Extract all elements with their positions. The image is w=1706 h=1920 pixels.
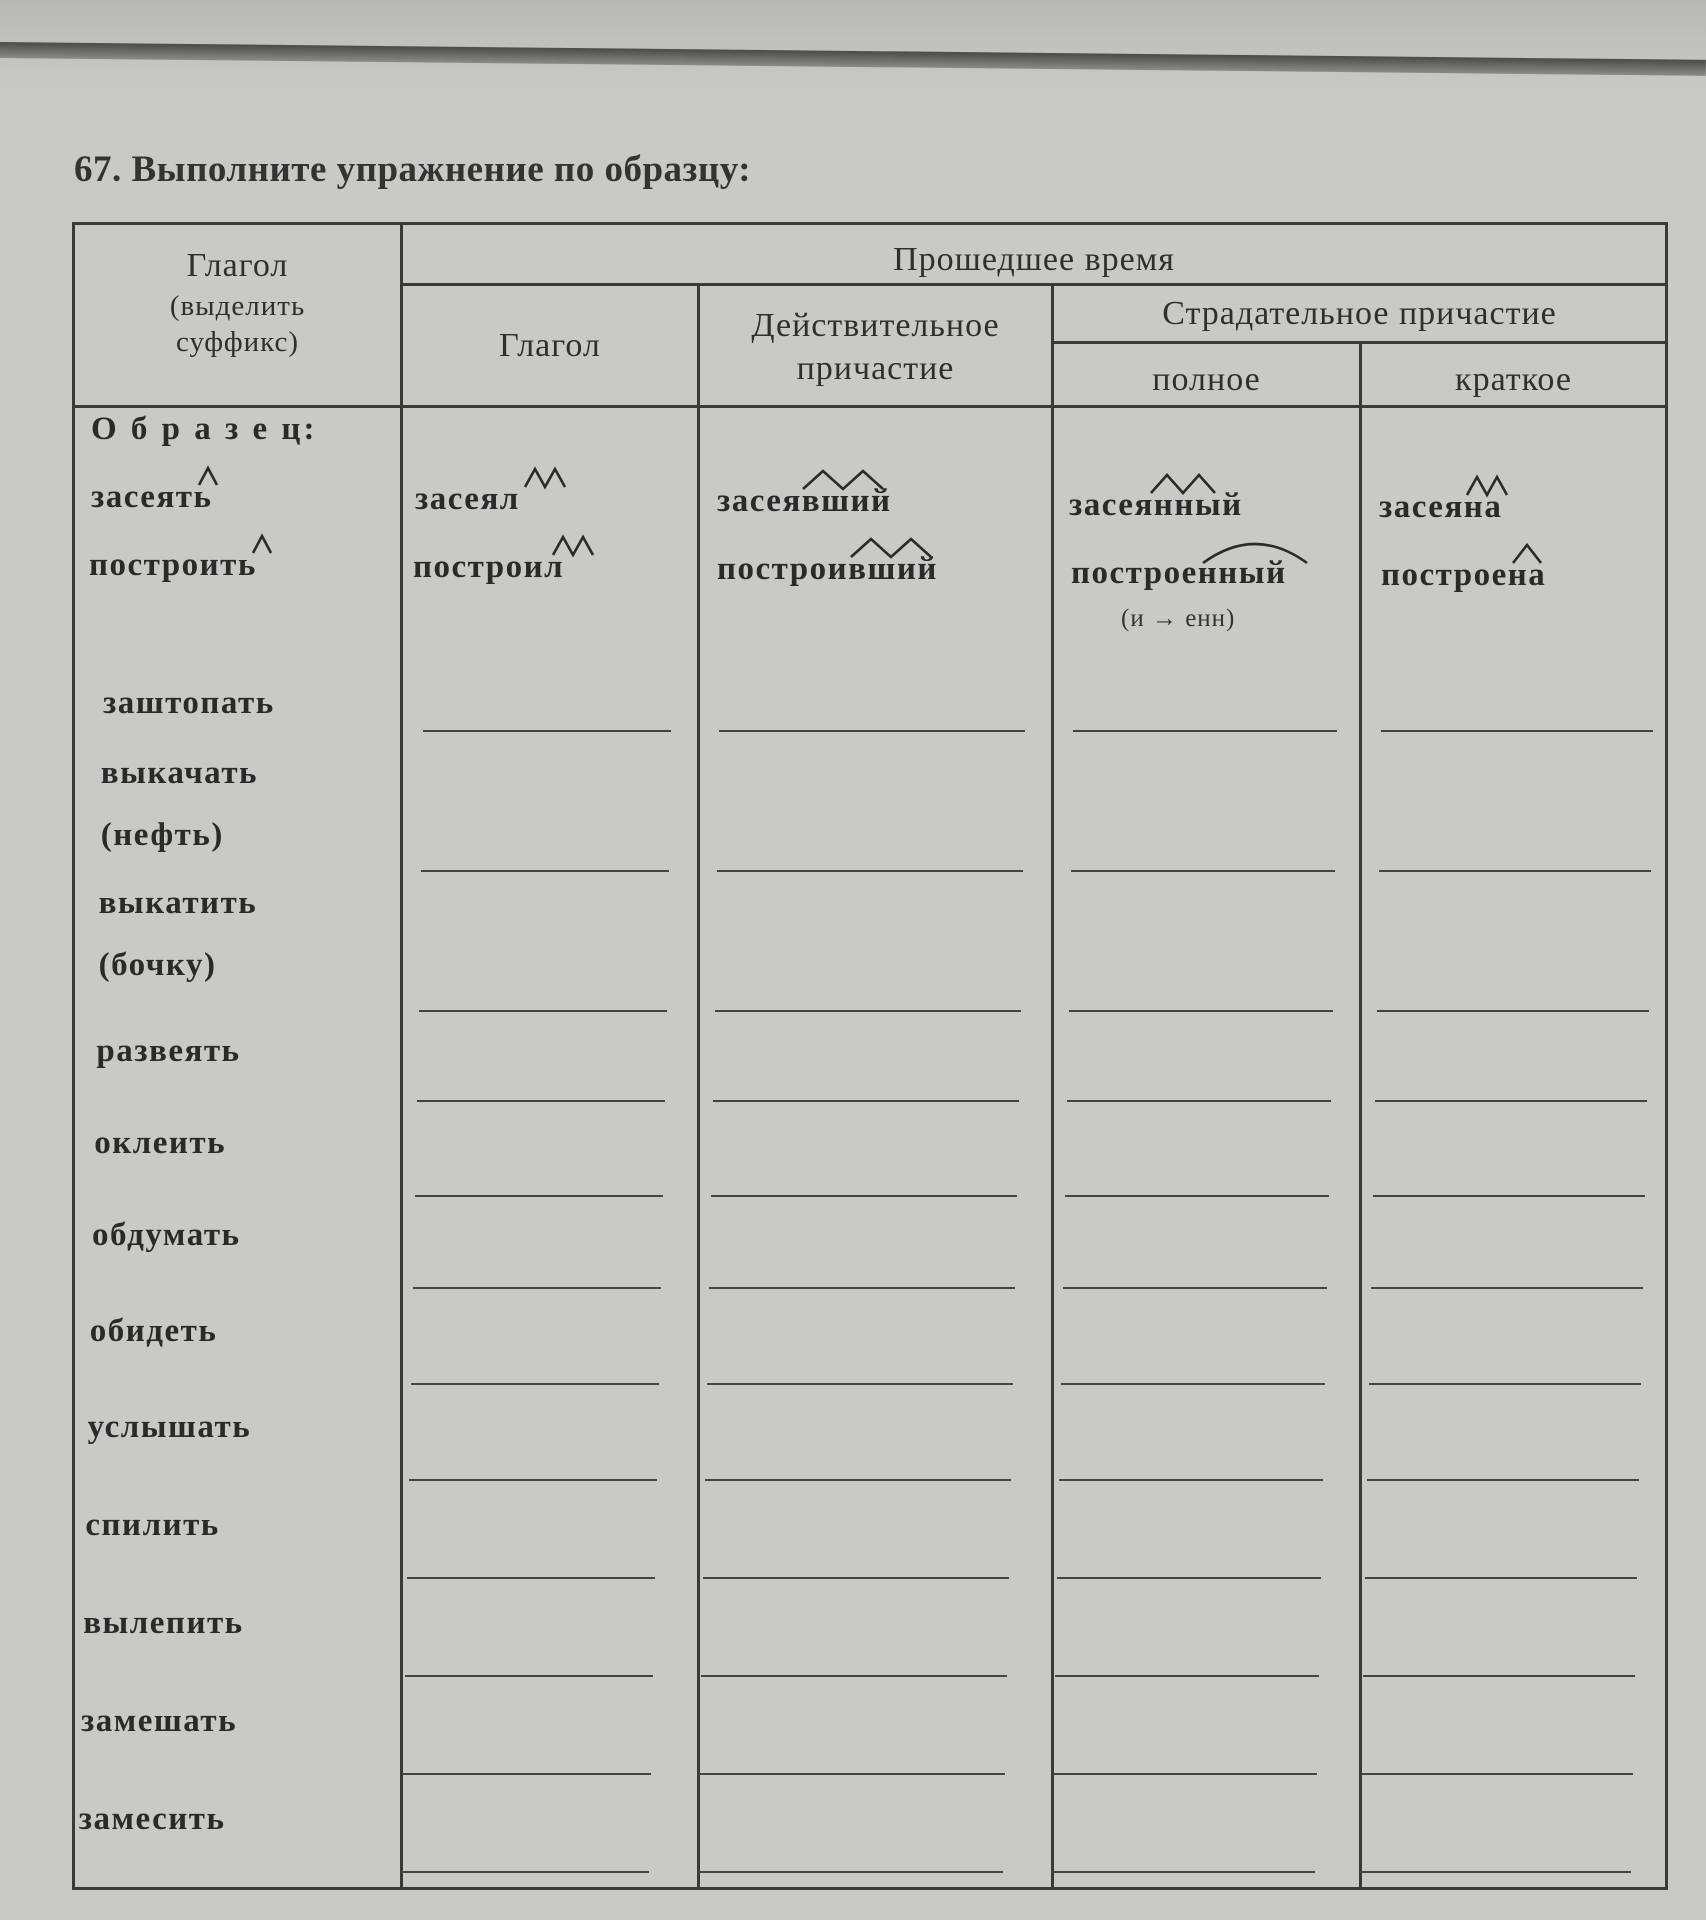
suffix-mark-zaseyavshiy (803, 471, 883, 489)
header-active-line2: причастие (796, 349, 955, 387)
exercise-table (72, 222, 1668, 1890)
answer-blank[interactable] (711, 1195, 1017, 1197)
answer-blank[interactable] (417, 1100, 665, 1102)
header-full: полное (1152, 361, 1261, 398)
suffix-mark-postroena (1513, 545, 1541, 563)
header-verb: Глагол (499, 327, 601, 364)
answer-blank[interactable] (411, 1383, 659, 1385)
row-verb: обидеть (89, 1313, 218, 1349)
suffix-mark-postroil (553, 537, 593, 555)
answer-blank[interactable] (1055, 1675, 1319, 1677)
sample-note: (и → енн) (1121, 605, 1236, 632)
suffix-mark-zaseyat (199, 468, 217, 485)
answer-blank[interactable] (405, 1675, 653, 1677)
answer-blank[interactable] (423, 730, 671, 732)
suffix-mark-postroit (253, 536, 271, 553)
answer-blank[interactable] (719, 730, 1025, 732)
answer-blank[interactable] (1365, 1577, 1637, 1579)
row-verb: заштопать (103, 685, 275, 721)
answer-blank[interactable] (1051, 1871, 1315, 1873)
answer-blank[interactable] (701, 1675, 1007, 1677)
answer-blank[interactable] (1379, 870, 1651, 872)
suffix-mark-zaseyannyi (1151, 475, 1215, 493)
sample-verb-2: построить (89, 547, 257, 583)
answer-blank[interactable] (413, 1287, 661, 1289)
answer-blank[interactable] (699, 1773, 1005, 1775)
row-verb: замесить (78, 1801, 226, 1837)
sample-label: О б р а з е ц: (91, 411, 318, 447)
answer-blank[interactable] (709, 1287, 1015, 1289)
answer-blank[interactable] (421, 870, 669, 872)
exercise-title: 67. Выполните упражнение по образцу: (74, 149, 752, 190)
row-verb: развеять (96, 1033, 241, 1069)
answer-blank[interactable] (1359, 1871, 1631, 1873)
row-verb: спилить (85, 1507, 220, 1543)
row-verb: (бочку) (98, 947, 217, 983)
suffix-marks (75, 225, 1665, 645)
row-verb: замешать (81, 1703, 238, 1739)
answer-blank[interactable] (1065, 1195, 1329, 1197)
answer-blank[interactable] (403, 1773, 651, 1775)
answer-blank[interactable] (1381, 730, 1653, 732)
suffix-mark-postroennyi (1203, 544, 1307, 563)
answer-blank[interactable] (1053, 1773, 1317, 1775)
answer-blank[interactable] (1363, 1675, 1635, 1677)
row-verb: услышать (87, 1409, 252, 1445)
row-verb: вылепить (83, 1605, 244, 1641)
suffix-mark-zaseyal (525, 469, 565, 487)
answer-blank[interactable] (1371, 1287, 1643, 1289)
answer-blank[interactable] (713, 1100, 1019, 1102)
sample-active-1: засеявший (717, 483, 892, 519)
sample-verb-1: засеять (91, 479, 213, 515)
answer-blank[interactable] (401, 1871, 649, 1873)
answer-blank[interactable] (1069, 1010, 1333, 1012)
answer-blank[interactable] (715, 1010, 1021, 1012)
row-verb: выкатить (98, 885, 258, 921)
header-active-line1: Действительное (751, 307, 1000, 344)
sample-short-1: засеяна (1379, 489, 1503, 525)
answer-blank[interactable] (1367, 1479, 1639, 1481)
header-short: краткое (1455, 361, 1572, 398)
header-passive-participle: Страдательное причастие (1162, 295, 1557, 332)
answer-blank[interactable] (1361, 1773, 1633, 1775)
sample-full-1: засеянный (1069, 487, 1243, 523)
answer-blank[interactable] (409, 1479, 657, 1481)
row-verb: (нефть) (100, 817, 224, 853)
answer-blank[interactable] (1369, 1383, 1641, 1385)
header-past-tense: Прошедшее время (893, 241, 1175, 278)
suffix-mark-postroivshiy (851, 539, 931, 557)
answer-blank[interactable] (1375, 1100, 1647, 1102)
answer-blank[interactable] (1063, 1287, 1327, 1289)
book-spine-shadow (0, 42, 1706, 76)
answer-blank[interactable] (717, 870, 1023, 872)
answer-blank[interactable] (415, 1195, 663, 1197)
header-verb-line1: Глагол (186, 247, 289, 284)
row-verb: обдумать (92, 1217, 241, 1253)
sample-full-2: построенный (1071, 555, 1287, 591)
answer-blank[interactable] (697, 1871, 1003, 1873)
answer-blank[interactable] (1057, 1577, 1321, 1579)
page-top-shadow (0, 0, 1706, 90)
answer-blank[interactable] (1377, 1010, 1649, 1012)
sample-past-2: построил (413, 549, 565, 585)
answer-blank[interactable] (419, 1010, 667, 1012)
answer-blank[interactable] (1067, 1100, 1331, 1102)
sample-active-2: построивший (717, 551, 938, 587)
sample-past-1: засеял (415, 481, 520, 517)
answer-blank[interactable] (1059, 1479, 1323, 1481)
header-verb-line3: суффикс) (175, 325, 300, 358)
answer-blank[interactable] (407, 1577, 655, 1579)
row-verb: оклеить (94, 1125, 227, 1161)
answer-blank[interactable] (703, 1577, 1009, 1579)
answer-blank[interactable] (1373, 1195, 1645, 1197)
header-verb-line2: (выделить (169, 289, 306, 322)
suffix-mark-zaseyana (1467, 477, 1507, 495)
answer-blank[interactable] (1073, 730, 1337, 732)
row-verb: выкачать (100, 755, 258, 791)
answer-blank[interactable] (1071, 870, 1335, 872)
answer-blank[interactable] (1061, 1383, 1325, 1385)
answer-blank[interactable] (705, 1479, 1011, 1481)
sample-short-2: построена (1381, 557, 1547, 593)
answer-blank[interactable] (707, 1383, 1013, 1385)
